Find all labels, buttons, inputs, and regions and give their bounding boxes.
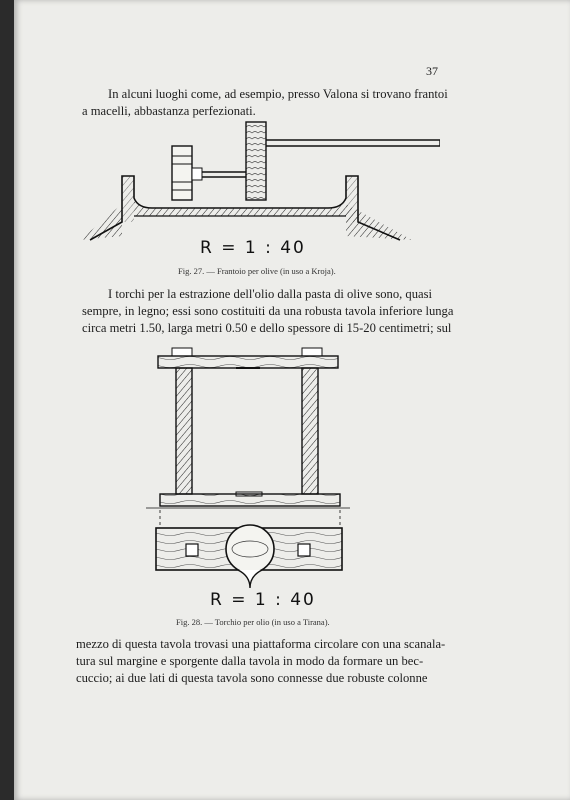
figure-27-olive-crusher-drawing	[60, 112, 440, 244]
text-line: circa metri 1.50, larga metri 0.50 e dello spessore di 15-20 centimetri; sul	[82, 321, 452, 335]
figure-27-scale-label: R = 1 : 40	[200, 238, 306, 258]
figure-27-caption: Fig. 27. — Frantoio per olive (in uso a Kroja).	[178, 266, 336, 276]
book-page	[14, 0, 570, 800]
paragraph-continuation	[76, 636, 448, 687]
text-line: In alcuni luoghi come, ad esempio, presso Valona si trovano frantoi	[108, 87, 448, 101]
text-line: I torchi per la estrazione dell'olio dalla pasta di olive sono, quasi	[108, 287, 433, 301]
text-line: mezzo di questa tavola trovasi una piattaforma circolare con una scanala-	[76, 637, 446, 651]
figure-28-oil-press-drawing	[140, 338, 370, 594]
paragraph-presses	[82, 286, 452, 337]
text-line: a macelli, abbastanza perfezionati.	[82, 104, 256, 118]
text-line: cuccio; ai due lati di questa tavola sono connesse due robuste colonne	[76, 671, 428, 685]
text-line: sempre, in legno; essi sono costituiti da una robusta tavola inferiore lunga	[82, 304, 454, 318]
figure-28-scale-label: R = 1 : 40	[210, 590, 316, 610]
figure-28-caption: Fig. 28. — Torchio per olio (in uso a Tirana).	[176, 617, 330, 627]
page-number: 37	[426, 64, 438, 78]
text-line: tura sul margine e sporgente dalla tavola in modo da formare un bec-	[76, 654, 424, 668]
